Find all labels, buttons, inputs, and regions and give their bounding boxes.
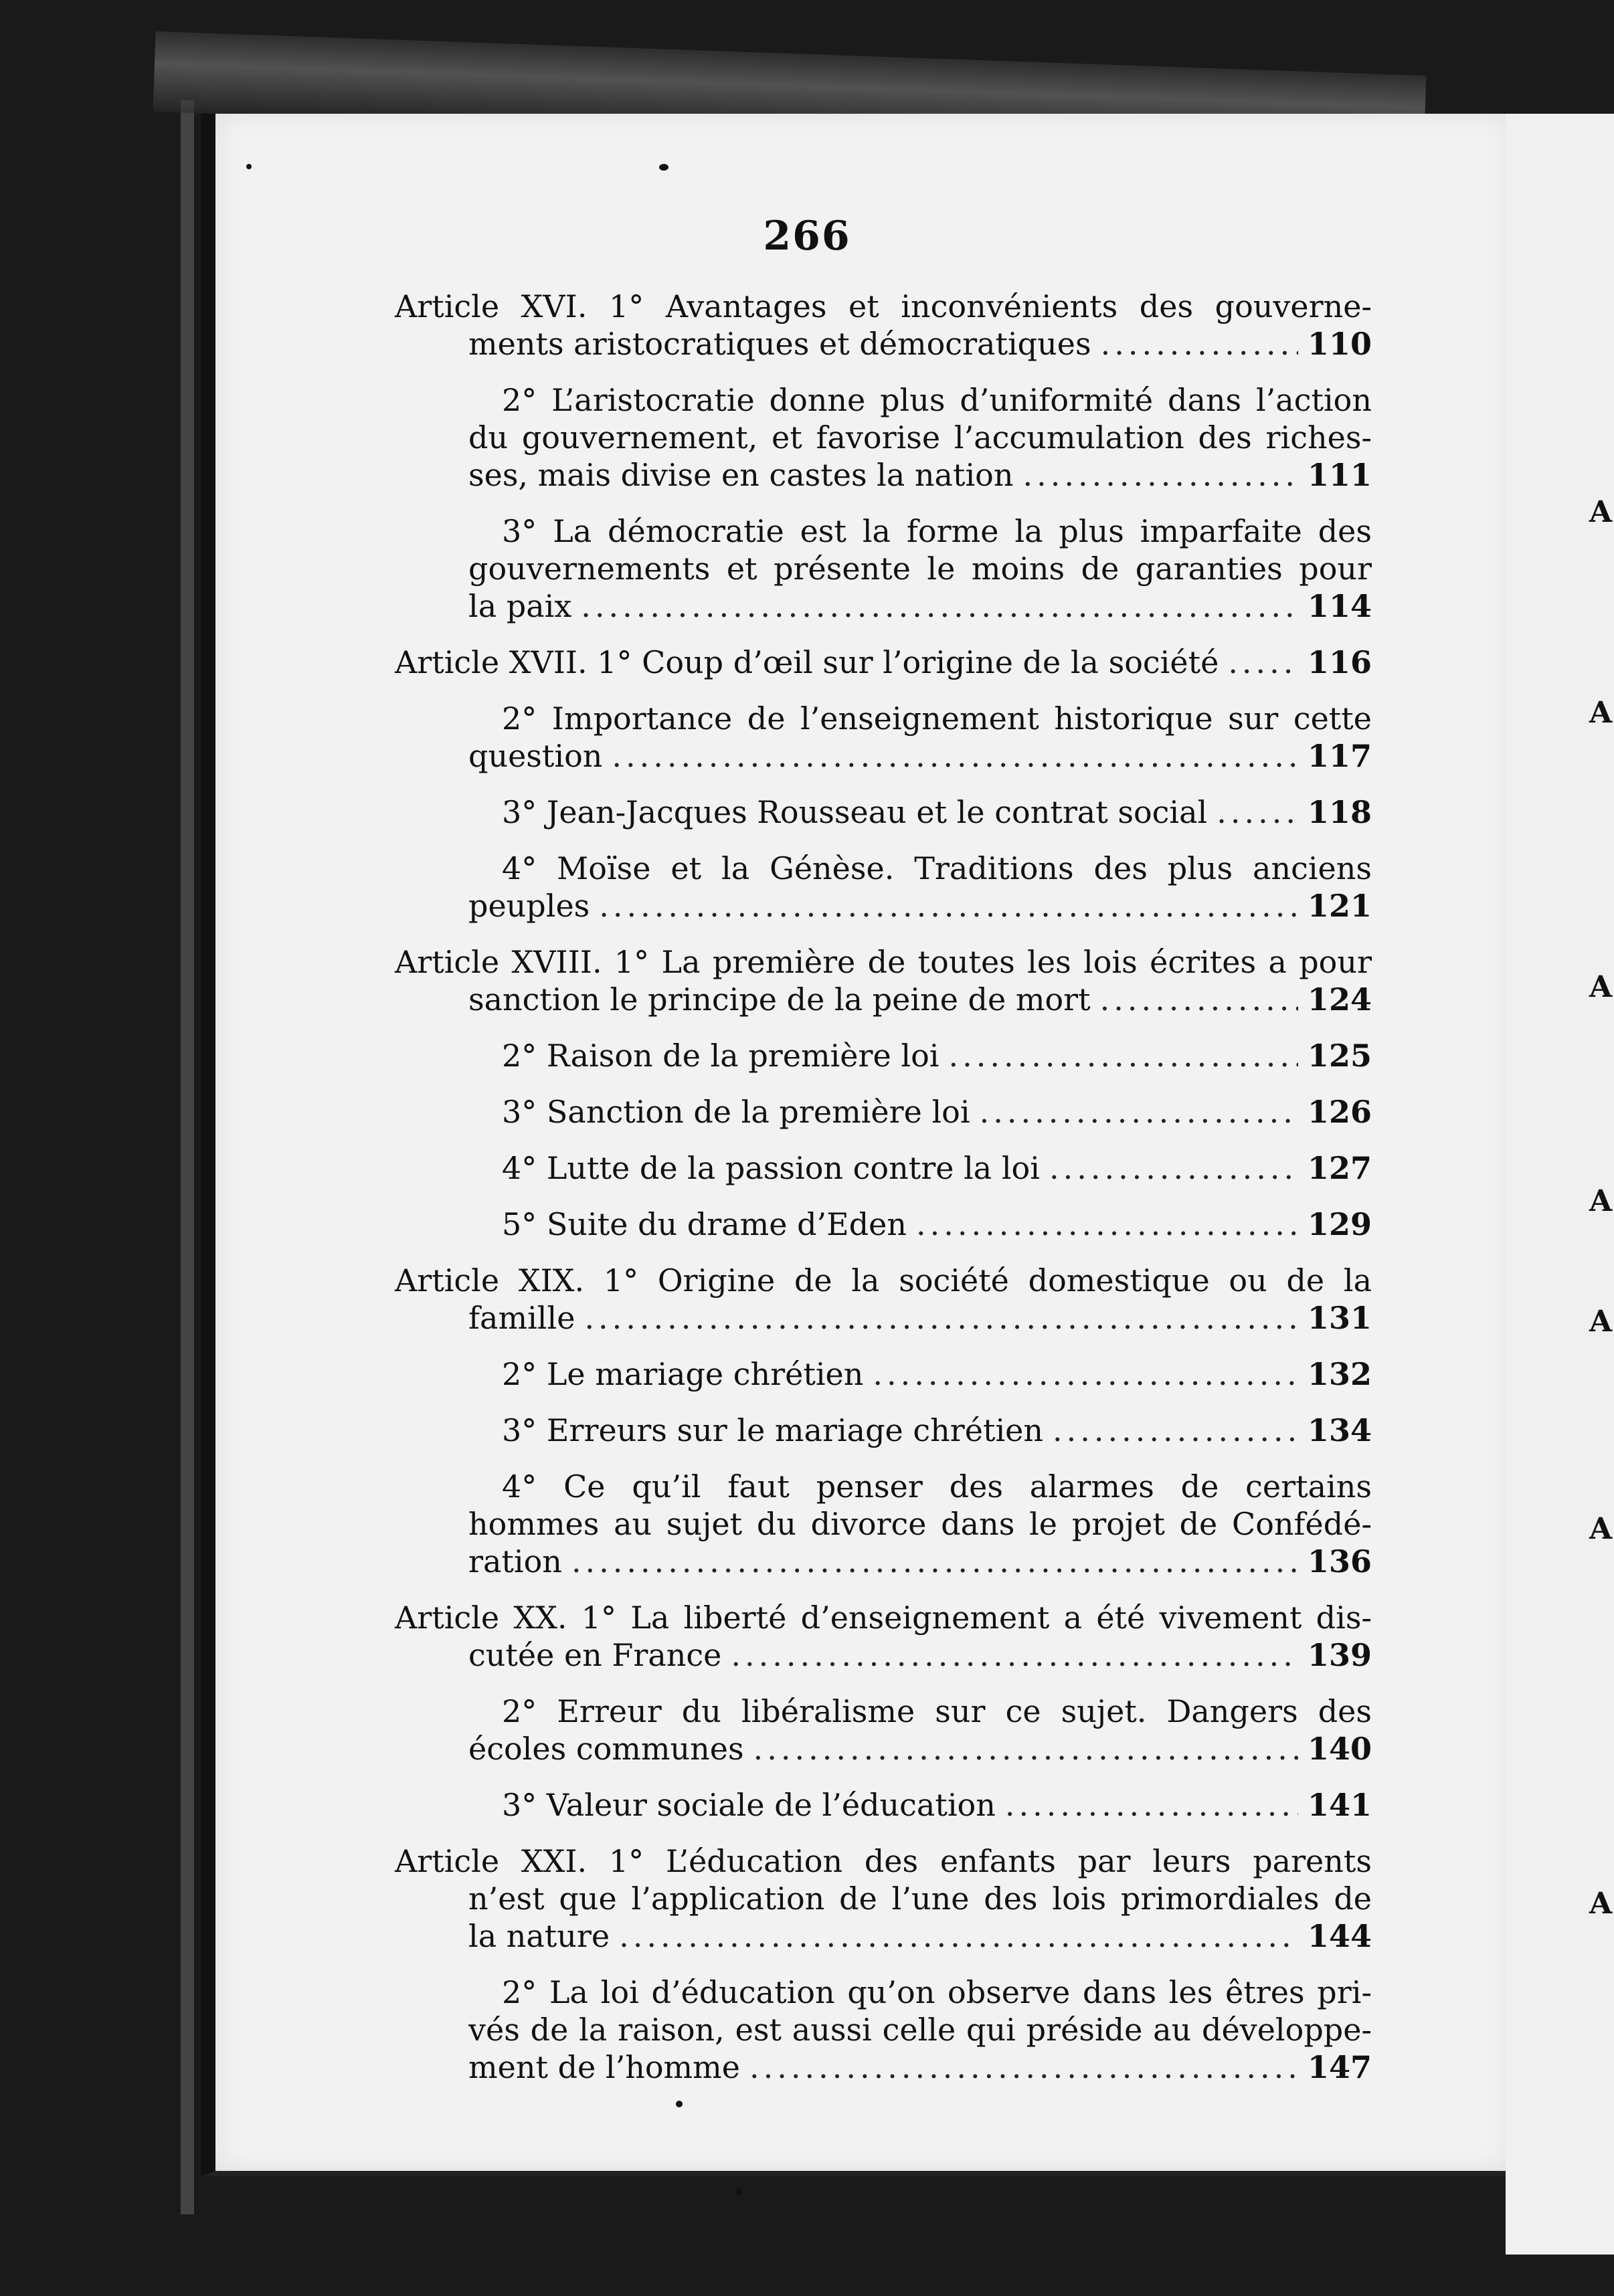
toc-entry-line <box>502 1786 1372 1824</box>
toc-entry-line <box>468 550 1372 587</box>
toc-entry-text: hommes au sujet du divorce dans le projet de Confédé- <box>468 1506 1372 1542</box>
toc-page-number: 121 <box>1307 888 1372 924</box>
toc-page-number: 129 <box>1307 1206 1372 1242</box>
dot-leader <box>873 1355 1298 1393</box>
toc-entry-text: gouvernements et présente le moins de garanties pour <box>468 551 1372 587</box>
dot-leader <box>948 1037 1297 1074</box>
dot-leader <box>1005 1786 1298 1824</box>
toc-entry-text: 4° Ce qu’il faut penser des alarmes de certains <box>502 1468 1372 1505</box>
toc-entry-line <box>468 325 1372 363</box>
dot-leader <box>584 1299 1298 1337</box>
toc-entry <box>395 381 1372 494</box>
toc-entry-text: 2° Erreur du libéralisme sur ce sujet. Dangers des <box>502 1693 1372 1729</box>
toc-page-number: 117 <box>1307 738 1372 774</box>
toc-entry-text: écoles communes <box>468 1731 744 1767</box>
toc-page-number: 127 <box>1307 1150 1372 1186</box>
toc-entry-text: 5° Suite du drame d’Eden <box>502 1206 907 1242</box>
toc-entry-line <box>502 793 1372 831</box>
facing-page-letter: A <box>1589 1305 1613 1339</box>
toc-page-number: 118 <box>1307 794 1372 830</box>
toc-entry-line <box>395 288 1372 325</box>
toc-entry-line <box>468 2048 1372 2086</box>
ink-speck <box>676 2101 683 2107</box>
toc-entry-text: n’est que l’application de l’une des lois primordiales de <box>468 1881 1372 1917</box>
toc-entry-line <box>395 943 1372 981</box>
toc-entry-text: Article XVI. 1° Avantages et inconvénients des gouverne- <box>395 288 1372 324</box>
toc-entry-text: la nature <box>468 1918 610 1954</box>
dot-leader <box>731 1636 1298 1674</box>
toc-page-number: 134 <box>1307 1412 1372 1448</box>
toc-entry-line <box>468 887 1372 925</box>
toc-entry-line <box>468 1730 1372 1767</box>
facing-page-letter: A <box>1589 1887 1613 1921</box>
toc-entry-text: Article XVII. 1° Coup d’œil sur l’origine de la société <box>395 644 1219 680</box>
toc-entry-line <box>502 700 1372 737</box>
toc-entry-text: Article XIX. 1° Origine de la société domestique ou de la <box>395 1262 1372 1299</box>
toc-entry-text: peuples <box>468 888 590 924</box>
toc-entry-line <box>468 1917 1372 1955</box>
toc-entry <box>395 700 1372 775</box>
toc-entry-line <box>502 1468 1372 1505</box>
toc-entry-text: Article XVIII. 1° La première de toutes les lois écrites a pour <box>395 944 1372 980</box>
dot-leader <box>980 1093 1298 1131</box>
ink-speck <box>659 164 668 171</box>
toc-entry-text: cutée en France <box>468 1637 722 1673</box>
dot-leader <box>571 1543 1298 1580</box>
toc-entry-text: vés de la raison, est aussi celle qui préside au développe- <box>468 2012 1372 2048</box>
toc-entry <box>395 1149 1372 1187</box>
toc-entry-line <box>502 381 1372 419</box>
toc-entry-line <box>502 1149 1372 1187</box>
toc-entry-line <box>502 850 1372 887</box>
facing-page-letter: A <box>1589 970 1613 1004</box>
toc-entry-text: question <box>468 738 603 774</box>
toc-entry <box>395 1093 1372 1131</box>
toc-entry-text: 3° Jean-Jacques Rousseau et le contrat social <box>502 794 1208 830</box>
dot-leader <box>749 2048 1298 2086</box>
toc-page-number: 147 <box>1307 2049 1372 2085</box>
toc-entry-text: 3° Valeur sociale de l’éducation <box>502 1787 996 1823</box>
toc-entry-line <box>502 512 1372 550</box>
toc-entry-line <box>468 419 1372 456</box>
page-number: 266 <box>763 213 851 260</box>
dot-leader <box>1023 456 1298 494</box>
toc-entry-line <box>502 1037 1372 1074</box>
toc-entry-line <box>468 1299 1372 1337</box>
toc-page-number: 110 <box>1307 326 1372 362</box>
toc-entry-line <box>502 1693 1372 1730</box>
toc-page-number: 132 <box>1307 1356 1372 1392</box>
toc-entry-text: 4° Moïse et la Génèse. Traditions des plus anciens <box>502 850 1372 886</box>
toc-page-number: 114 <box>1307 588 1372 624</box>
toc-entry-text: 2° Raison de la première loi <box>502 1038 939 1074</box>
toc-entry-line <box>468 1505 1372 1543</box>
toc-entry <box>395 1974 1372 2086</box>
toc-entry-line <box>468 1636 1372 1674</box>
toc-entry <box>395 1693 1372 1767</box>
toc-entry-line <box>468 1880 1372 1917</box>
toc-entry-line <box>468 2011 1372 2048</box>
table-of-contents <box>395 288 1372 2105</box>
toc-page-number: 111 <box>1307 457 1372 493</box>
toc-entry-line <box>502 1412 1372 1449</box>
toc-entry-text: 2° L’aristocratie donne plus d’uniformité dans l’action <box>502 382 1372 418</box>
dot-leader <box>1049 1149 1298 1187</box>
facing-page-letter: A <box>1589 495 1613 529</box>
toc-entry-text: sanction le principe de la peine de mort <box>468 981 1091 1018</box>
toc-entry-line <box>395 644 1372 681</box>
toc-entry <box>395 1206 1372 1243</box>
toc-page-number: 126 <box>1307 1094 1372 1130</box>
toc-entry <box>395 1355 1372 1393</box>
toc-entry <box>395 1786 1372 1824</box>
ink-speck <box>246 164 252 169</box>
toc-entry-line <box>502 1355 1372 1393</box>
toc-entry-text: ses, mais divise en castes la nation <box>468 457 1014 493</box>
facing-page-letter: A <box>1589 1184 1613 1218</box>
toc-page-number: 144 <box>1307 1918 1372 1954</box>
toc-entry <box>395 512 1372 625</box>
toc-entry-text: 2° Importance de l’enseignement historique sur cette <box>502 700 1372 737</box>
toc-entry-text: ration <box>468 1543 562 1580</box>
toc-entry <box>395 1037 1372 1074</box>
dot-leader <box>1217 793 1298 831</box>
toc-entry-line <box>502 1974 1372 2011</box>
toc-entry-line <box>468 737 1372 775</box>
dot-leader <box>1228 644 1298 681</box>
toc-entry <box>395 1412 1372 1449</box>
book-spine-shadow <box>181 100 194 2214</box>
dot-leader <box>916 1206 1298 1243</box>
toc-entry <box>395 644 1372 681</box>
toc-page-number: 124 <box>1307 981 1372 1018</box>
toc-entry <box>395 793 1372 831</box>
dot-leader <box>1100 981 1298 1018</box>
dot-leader <box>599 887 1298 925</box>
dot-leader <box>1101 325 1298 363</box>
toc-entry-text: 2° Le mariage chrétien <box>502 1356 864 1392</box>
toc-entry-line <box>468 456 1372 494</box>
toc-entry <box>395 1262 1372 1337</box>
toc-entry <box>395 943 1372 1018</box>
toc-page-number: 131 <box>1307 1300 1372 1336</box>
facing-page-letter: A <box>1589 1512 1613 1546</box>
dot-leader <box>581 587 1298 625</box>
toc-entry-line <box>468 1543 1372 1580</box>
facing-page-letter: A <box>1589 696 1613 730</box>
toc-entry <box>395 288 1372 363</box>
toc-entry-text: 4° Lutte de la passion contre la loi <box>502 1150 1040 1186</box>
toc-entry <box>395 850 1372 925</box>
dot-leader <box>1053 1412 1298 1449</box>
toc-page-number: 139 <box>1307 1637 1372 1673</box>
dot-leader <box>612 737 1298 775</box>
toc-page-number: 136 <box>1307 1543 1372 1580</box>
toc-entry-text: famille <box>468 1300 575 1336</box>
ink-speck <box>736 2188 743 2196</box>
toc-page-number: 116 <box>1307 644 1372 680</box>
toc-entry-line <box>468 981 1372 1018</box>
toc-entry-text: Article XX. 1° La liberté d’enseignement a été vivement dis- <box>395 1600 1372 1636</box>
dot-leader <box>619 1917 1298 1955</box>
toc-page-number: 141 <box>1307 1787 1372 1823</box>
toc-entry-line <box>502 1206 1372 1243</box>
toc-entry-line <box>395 1599 1372 1636</box>
toc-entry-line <box>395 1842 1372 1880</box>
toc-page-number: 140 <box>1307 1731 1372 1767</box>
toc-entry-text: Article XXI. 1° L’éducation des enfants par leurs parents <box>395 1843 1372 1879</box>
toc-entry-line <box>468 587 1372 625</box>
toc-entry-text: 3° Erreurs sur le mariage chrétien <box>502 1412 1044 1448</box>
toc-entry-text: 3° La démocratie est la forme la plus imparfaite des <box>502 513 1372 549</box>
toc-entry-text: ment de l’homme <box>468 2049 740 2085</box>
toc-entry-line <box>395 1262 1372 1299</box>
toc-entry-text: du gouvernement, et favorise l’accumulation des riches- <box>468 419 1372 456</box>
toc-entry <box>395 1599 1372 1674</box>
toc-entry-line <box>502 1093 1372 1131</box>
toc-entry-text: 3° Sanction de la première loi <box>502 1094 970 1130</box>
toc-page-number: 125 <box>1307 1038 1372 1074</box>
dot-leader <box>753 1730 1298 1767</box>
toc-entry <box>395 1842 1372 1955</box>
toc-entry-text: ments aristocratiques et démocratiques <box>468 326 1091 362</box>
toc-entry-text: 2° La loi d’éducation qu’on observe dans les êtres pri- <box>502 1974 1372 2010</box>
toc-entry-text: la paix <box>468 588 572 624</box>
toc-entry <box>395 1468 1372 1580</box>
